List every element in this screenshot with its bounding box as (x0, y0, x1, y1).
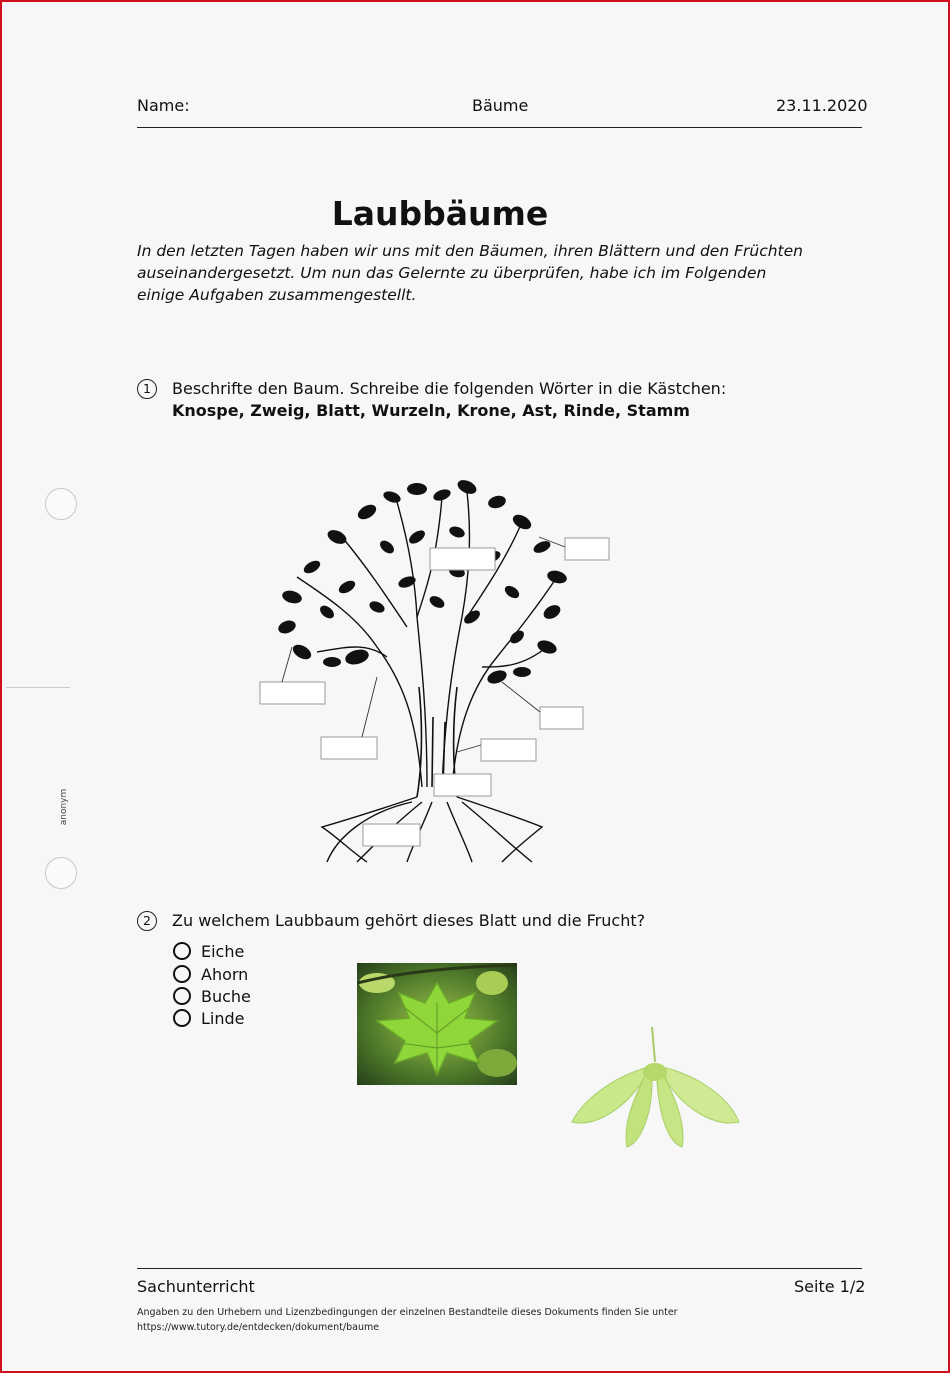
fold-mark (6, 687, 70, 688)
punch-hole-top (45, 488, 77, 520)
credits-line-1: Angaben zu den Urhebern und Lizenzbedingungen der einzelnen Bestandteile dieses Dokuments finden Sie unter (137, 1307, 678, 1318)
page-title: Laubbäume (331, 194, 549, 233)
radio-circle[interactable] (173, 965, 191, 983)
option-label: Linde (201, 1009, 245, 1028)
radio-circle[interactable] (173, 987, 191, 1005)
option-linde[interactable] (173, 1008, 245, 1030)
maple-leaf-photo (357, 963, 517, 1085)
radio-circle[interactable] (173, 942, 191, 960)
label-boxes (260, 538, 609, 846)
tree-roots (322, 797, 542, 862)
label-box-2 (430, 548, 495, 570)
task1-words: Knospe, Zweig, Blatt, Wurzeln, Krone, Ast, Rinde, Stamm (172, 401, 690, 420)
radio-circle[interactable] (173, 1009, 191, 1027)
label-box-5 (321, 737, 377, 759)
footer-page-number: Seite 1/2 (794, 1277, 866, 1296)
anonym-label: anonym (59, 788, 69, 826)
footer-credits (137, 1305, 678, 1335)
label-box-1 (565, 538, 609, 560)
header-date: 23.11.2020 (776, 96, 868, 115)
footer-rule (137, 1268, 862, 1269)
label-box-4 (540, 707, 583, 729)
option-buche[interactable] (173, 986, 251, 1008)
option-label: Eiche (201, 942, 245, 961)
option-ahorn[interactable] (173, 964, 248, 986)
task2-number: 2 (137, 911, 157, 931)
intro-text: In den letzten Tagen haben wir uns mit den Bäumen, ihren Blättern und den Früchten auseinandergesetzt. Um nun das Gelernte zu überprüfen, habe ich im Folgenden einige Aufgaben zusammengestellt. (137, 242, 803, 304)
header-rule (137, 127, 862, 128)
name-label: Name: (137, 96, 190, 115)
task1-number: 1 (137, 379, 157, 399)
tree-illustration (257, 467, 617, 867)
label-box-8 (363, 824, 420, 846)
label-box-7 (434, 774, 491, 796)
label-pointer-lines (282, 537, 565, 752)
option-label: Ahorn (201, 965, 249, 984)
maple-fruit-image (567, 1022, 742, 1152)
option-label: Buche (201, 987, 251, 1006)
task2-question: Zu welchem Laubbaum gehört dieses Blatt und die Frucht? (172, 911, 646, 930)
label-box-6 (481, 739, 536, 761)
header-subject-title: Bäume (472, 96, 529, 115)
task1-instruction: Beschrifte den Baum. Schreibe die folgenden Wörter in die Kästchen: (172, 379, 727, 398)
option-eiche[interactable] (173, 941, 244, 963)
tree-crown-leaves (276, 477, 568, 686)
label-box-3 (260, 682, 325, 704)
credits-link[interactable]: https://www.tutory.de/entdecken/dokument/baume (137, 1322, 380, 1333)
punch-hole-bottom (45, 857, 77, 889)
footer-subject: Sachunterricht (137, 1277, 255, 1296)
